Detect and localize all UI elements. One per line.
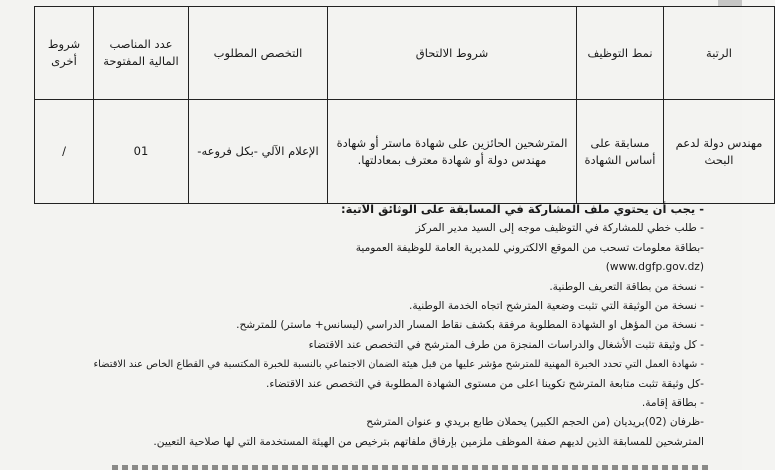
list-item: - بطاقة إقامة.	[641, 397, 704, 410]
cell-other-conditions: /	[35, 100, 94, 204]
cell-recruitment-mode: مسابقة على أساس الشهادة	[577, 100, 664, 204]
website-reference: (www.dgfp.gov.dz)	[605, 261, 704, 274]
cell-open-posts: 01	[94, 100, 189, 204]
header-specialty: التخصص المطلوب	[189, 7, 328, 100]
table-header-row	[35, 7, 775, 100]
cell-specialty: الإعلام الآلي -بكل فروعه-	[189, 100, 328, 204]
recruitment-table	[34, 6, 775, 204]
documents-title: - يجب أن يحتوي ملف المشاركة في المسابقة على الوثائق الآتية:	[341, 202, 704, 216]
list-item: - نسخة من الوثيقة التي تثبت وضعية المترشح اتجاه الخدمة الوطنية.	[408, 300, 704, 313]
list-item: المترشحين للمسابقة الذين لديهم صفة الموظف ملزمين بإرفاق ملفاتهم بترخيص من الهيئة المستخدمة التي لها صلاحية التعيين.	[153, 435, 704, 448]
header-conditions: شروط الالتحاق	[328, 7, 577, 100]
list-item: - طلب خطي للمشاركة في التوظيف موجه إلى السيد مدير المركز	[415, 222, 704, 235]
cell-conditions: المترشحين الحائزين على شهادة ماستر أو شهادة مهندس دولة أو شهادة معترف بمعادلتها.	[328, 100, 577, 204]
cut-off-text-line	[72, 463, 712, 470]
header-other-conditions: شروط أخرى	[35, 7, 94, 100]
header-recruitment-mode: نمط التوظيف	[577, 7, 664, 100]
list-item: - شهادة العمل التي تحدد الخبرة المهنية للمترشح مؤشر عليها من قبل هيئة الضمان الاجتماعي بالنسبة للخبرة المكتسبة في القطاع الخاص عند الاقتضاء	[93, 359, 704, 371]
table-row	[35, 100, 775, 204]
list-item: -بطاقة معلومات تسحب من الموقع الالكتروني للمديرية العامة للوظيفة العمومية	[355, 241, 704, 254]
required-documents-list	[64, 200, 704, 452]
header-open-posts: عدد المناصب المالية المفتوحة	[94, 7, 189, 100]
list-item: -ظرفان (02)بريديان (من الحجم الكبير) يحملان طابع بريدي و عنوان المترشح	[366, 416, 704, 429]
list-item: - نسخة من المؤهل او الشهادة المطلوبة مرفقة بكشف نقاط المسار الدراسي (ليسانس+ ماستر) للمترشح.	[236, 319, 704, 332]
cell-rank: مهندس دولة لدعم البحث	[664, 100, 775, 204]
list-item: - كل وثيقة تثبت الأشغال والدراسات المنجزة من طرف المترشح في التخصص عند الاقتضاء	[308, 338, 704, 351]
header-rank: الرتبة	[664, 7, 775, 100]
list-item: -كل وثيقة تثبت متابعة المترشح تكوينا اعلى من مستوى الشهادة المطلوبة في التخصص عند الاقتضاء.	[266, 377, 704, 390]
list-item: - نسخة من بطاقة التعريف الوطنية.	[549, 280, 704, 293]
